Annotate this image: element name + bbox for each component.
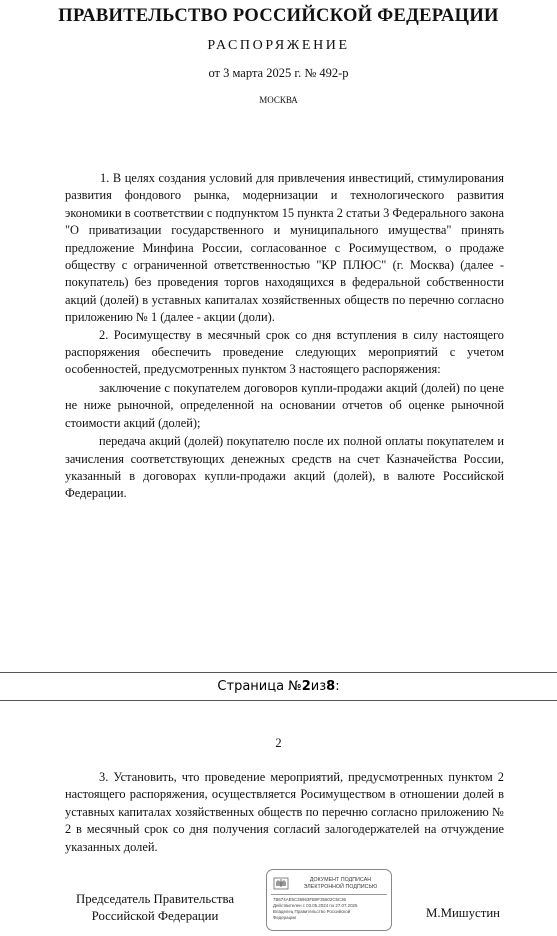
paragraph-2-item-2: передача акций (долей) покупателю после их полной оплаты покупателем и зачисления соответствующих денежных средств на счет Казначейства России, указанный в договорах купли-продажи акций (долей), в валюте Российской Федерации. [65, 434, 504, 501]
page-indicator-total: 8 [326, 679, 336, 694]
document-body-page1 [65, 170, 504, 503]
paragraph-3: 3. Установить, что проведение мероприятий, предусмотренных пунктом 2 настоящего распоряжения, осуществляется Росимуществом в отношении долей в уставных капиталах хозяйственных обществ по перечню согласно приложению № 2 в месячный срок со дня получения согласий залогодержателей на отчуждение указанных долей. [65, 770, 504, 854]
signer-name: М.Мишустин [426, 906, 501, 920]
stamp-validity: Действителен с 03.05.2024 по 27.07.2025 [273, 903, 358, 908]
stamp-divider [271, 894, 387, 895]
stamp-owner-line1: Владелец Правительство Российской [273, 909, 351, 914]
government-title: ПРАВИТЕЛЬСТВО РОССИЙСКОЙ ФЕДЕРАЦИИ [58, 6, 499, 26]
electronic-signature-stamp [266, 869, 392, 931]
page-indicator-middle: из [310, 679, 327, 694]
page-indicator-current: 2 [301, 679, 311, 694]
stamp-title-line2: ЭЛЕКТРОННОЙ ПОДПИСЬЮ [303, 884, 378, 890]
document-body-page2 [65, 769, 504, 856]
page-indicator-bar [0, 672, 557, 701]
signer-position-line1: Председатель Правительства [75, 892, 235, 906]
page-indicator-suffix: : [335, 679, 340, 694]
stamp-owner-line2: Федерации [273, 915, 296, 920]
emblem-icon [273, 876, 289, 890]
stamp-title-line1: ДОКУМЕНТ ПОДПИСАН [309, 877, 372, 883]
paragraph-1: 1. В целях создания условий для привлечения инвестиций, стимулирования развития фондового рынка, модернизации и технологического развития экономики в соответствии с подпунктом 15 пункта 2 статьи 3 Федерального закона "О приватизации государственного и муниципального имущества" принять предложение Минфина России, согласованное с Росимуществом, о продаже обществу с ограниченной ответственностью "КР ПЛЮС" (г. Москва) (далее - покупатель) без проведения торгов находящихся в федеральной собственности акций (долей) в уставных капиталах хозяйственных обществ по перечню согласно приложению № 1 (далее - акции (доли). [65, 171, 504, 325]
signer-position [65, 891, 245, 925]
stamp-certificate: 7B674AE5C35963FB9F35602C5C36 [273, 897, 346, 902]
document-date-number: от 3 марта 2025 г. № 492-р [208, 66, 349, 80]
document-type: РАСПОРЯЖЕНИЕ [207, 38, 350, 53]
paragraph-2-item-1: заключение с покупателем договоров купли-продажи акций (долей) по цене не ниже рыночной, определенной на основании отчетов об оценке рыночной стоимости акций (долей); [65, 380, 504, 430]
page-indicator-prefix: Страница № [217, 679, 302, 694]
document-city: МОСКВА [259, 95, 298, 105]
signer-position-line2: Российской Федерации [91, 909, 219, 923]
paragraph-2: 2. Росимуществу в месячный срок со дня вступления в силу настоящего распоряжения обеспечить проведение следующих мероприятий с учетом особенностей, предусмотренных пунктом 3 настоящего распоряжения: [65, 327, 504, 377]
page-number: 2 [275, 736, 282, 750]
